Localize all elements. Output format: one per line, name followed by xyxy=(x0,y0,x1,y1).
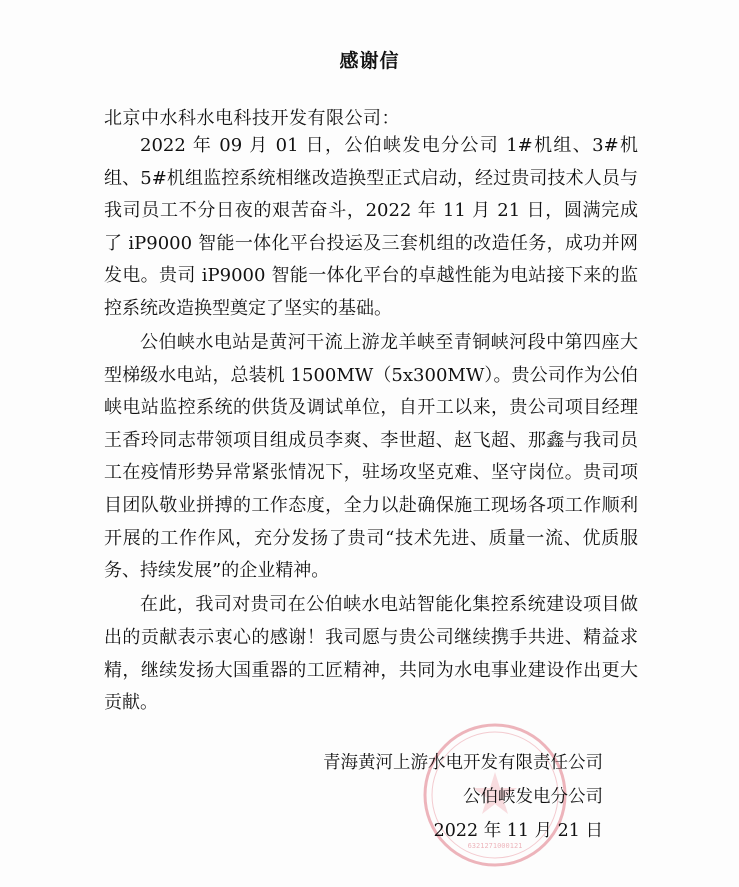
paragraph-3: 在此，我司对贵司在公伯峡水电站智能化集控系统建设项目做出的贡献表示衷心的感谢！我司愿与贵公司继续携手共进、精益求精，继续发扬大国重器的工匠精神，共同为水电事业建设作出更大贡献。 xyxy=(104,594,638,714)
signature-organization: 青海黄河上游水电开发有限责任公司 xyxy=(323,753,603,773)
seal-number: 6321271000121 xyxy=(467,842,523,850)
signature-date: 2022 年 11 月 21 日 xyxy=(433,821,603,841)
signature-block xyxy=(323,746,603,848)
paragraph-1: 2022 年 09 月 01 日，公伯峡发电分公司 1#机组、3#机组、5#机组监控系统相继改造换型正式启动，经过贵司技术人员与我司员工不分日夜的艰苦奋斗，2022 年 11 月 21 日，圆满完成了 iP9000 智能一体化平台投运及三套机组的改造任务，成功并网发电。贵司 iP9000 智能一体化平台的卓越性能为电站接下来的监控系统改造换型奠定了坚实的基础。 xyxy=(104,135,638,319)
signature-branch: 公伯峡发电分公司 xyxy=(463,787,603,807)
salutation: 北京中水科水电科技开发有限公司： xyxy=(104,108,400,129)
page-title: 感谢信 xyxy=(339,50,400,72)
letter-body xyxy=(104,130,638,721)
paragraph-2: 公伯峡水电站是黄河干流上游龙羊峡至青铜峡河段中第四座大型梯级水电站，总装机 1500MW（5x300MW）。贵公司作为公伯峡电站监控系统的供货及调试单位，自开工以来，贵公司项目经理王香玲同志带领项目组成员李爽、李世超、赵飞超、那鑫与我司员工在疫情形势异常紧张情况下，驻场攻坚克难、坚守岗位。贵司项目团队敬业拼搏的工作态度，全力以赴确保施工现场各项工作顺利开展的工作作风，充分发扬了贵司“技术先进、质量一流、优质服务、持续发展”的企业精神。 xyxy=(104,332,638,582)
